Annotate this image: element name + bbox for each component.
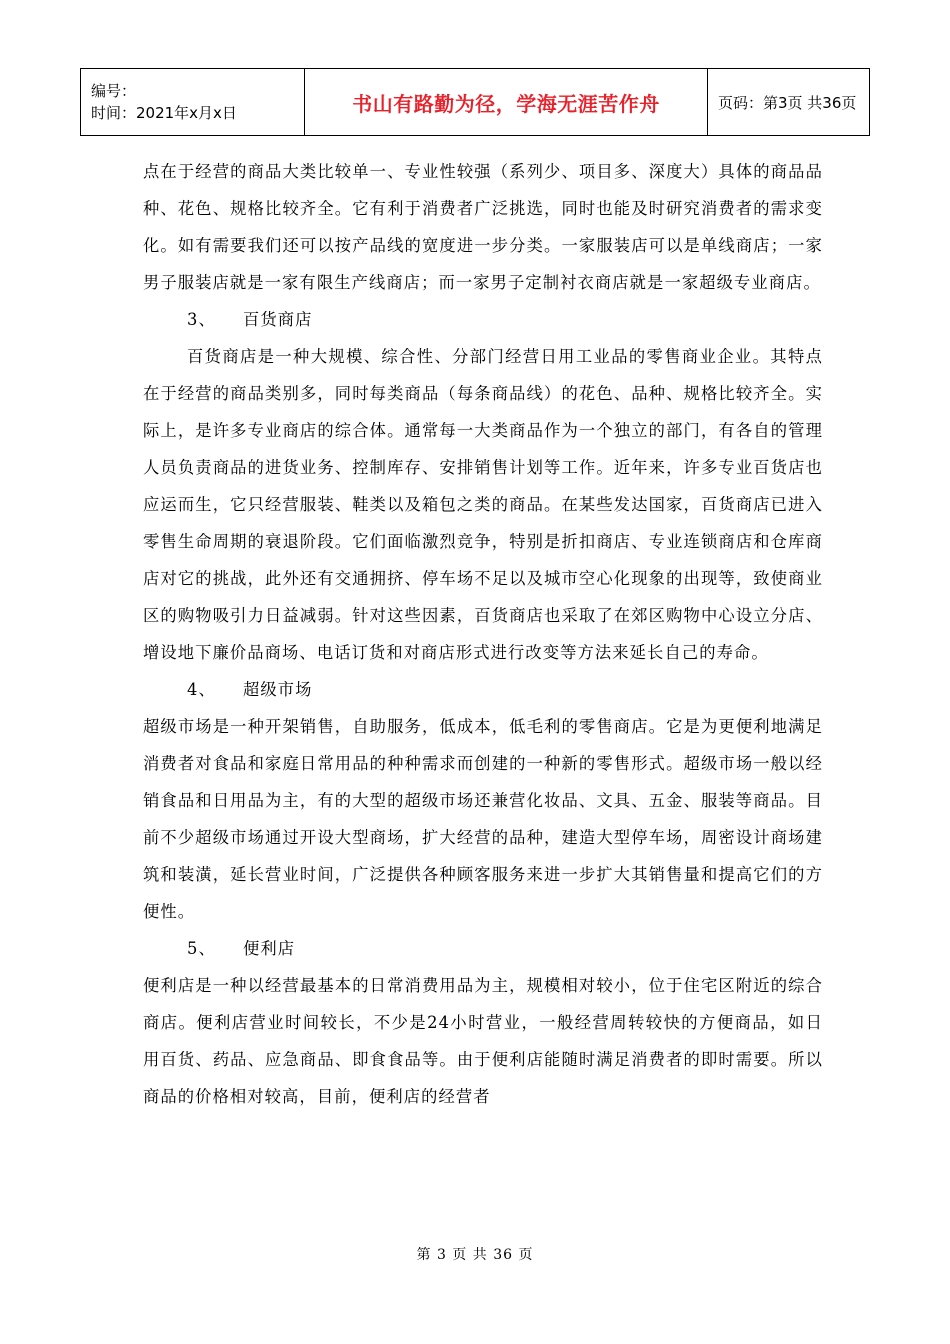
section-number: 5、 (187, 939, 216, 958)
paragraph-specialty-store: 点在于经营的商品大类比较单一、专业性较强（系列少、项目多、深度大）具体的商品品种、花色、规格比较齐全。它有利于消费者广泛挑选，同时也能及时研究消费者的需求变化。如有需要我们还可以按产品线的宽度进一步分类。一家服装店可以是单线商店；一家男子服装店就是一家有限生产线商店；而一家男子定制衬衣商店就是一家超级专业商店。 (143, 162, 823, 292)
paragraph-department-store: 百货商店是一种大规模、综合性、分部门经营日用工业品的零售商业企业。其特点在于经营的商品类别多，同时每类商品（每条商品线）的花色、品种、规格比较齐全。实际上，是许多专业商店的综合体。通常每一大类商品作为一个独立的部门，有各自的管理人员负责商品的进货业务、控制库存、安排销售计划等工作。近年来，许多专业百货店也应运而生，它只经营服装、鞋类以及箱包之类的商品。在某些发达国家，百货商店已进入零售生命周期的衰退阶段。它们面临激烈竞争，特别是折扣商店、专业连锁商店和仓库商店对它的挑战，此外还有交通拥挤、停车场不足以及城市空心化现象的出现等，致使商业区的购物吸引力日益减弱。针对这些因素，百货商店也采取了在郊区购物中心设立分店、增设地下廉价品商场、电话订货和对商店形式进行改变等方法来延长自己的寿命。 (143, 347, 823, 662)
section-heading-department-store (143, 301, 823, 338)
paragraph-supermarket: 超级市场是一种开架销售，自助服务，低成本，低毛利的零售商店。它是为更便利地满足消费者对食品和家庭日常用品的种种需求而创建的一种新的零售形式。超级市场一般以经销食品和日用品为主，有的大型的超级市场还兼营化妆品、文具、五金、服装等商品。目前不少超级市场通过开设大型商场，扩大经营的品种，建造大型停车场，周密设计商场建筑和装潢，延长营业时间，广泛提供各种顾客服务来进一步扩大其销售量和提高它们的方便性。 (143, 717, 823, 921)
document-time-label: 时间：2021年x月x日 (91, 104, 237, 122)
header-motto: 书山有路勤为径，学海无涯苦作舟 (305, 69, 708, 136)
document-number-label: 编号： (91, 82, 137, 100)
document-header (80, 68, 870, 136)
header-page-info: 页码：第3页 共36页 (708, 69, 870, 136)
section-number: 4、 (187, 680, 216, 699)
page-footer: 第 3 页 共 36 页 (416, 1247, 534, 1263)
section-title: 便利店 (243, 939, 296, 958)
section-heading-supermarket (143, 671, 823, 708)
header-meta (81, 69, 305, 136)
document-body (143, 153, 823, 1115)
section-title: 百货商店 (243, 310, 313, 329)
paragraph-convenience-store: 便利店是一种以经营最基本的日常消费用品为主，规模相对较小，位于住宅区附近的综合商店。便利店营业时间较长，不少是24小时营业，一般经营周转较快的方便商品，如日用百货、药品、应急商品、即食食品等。由于便利店能随时满足消费者的即时需要。所以商品的价格相对较高，目前，便利店的经营者 (143, 976, 823, 1106)
section-number: 3、 (187, 310, 216, 329)
section-heading-convenience-store (143, 930, 823, 967)
section-title: 超级市场 (243, 680, 313, 699)
